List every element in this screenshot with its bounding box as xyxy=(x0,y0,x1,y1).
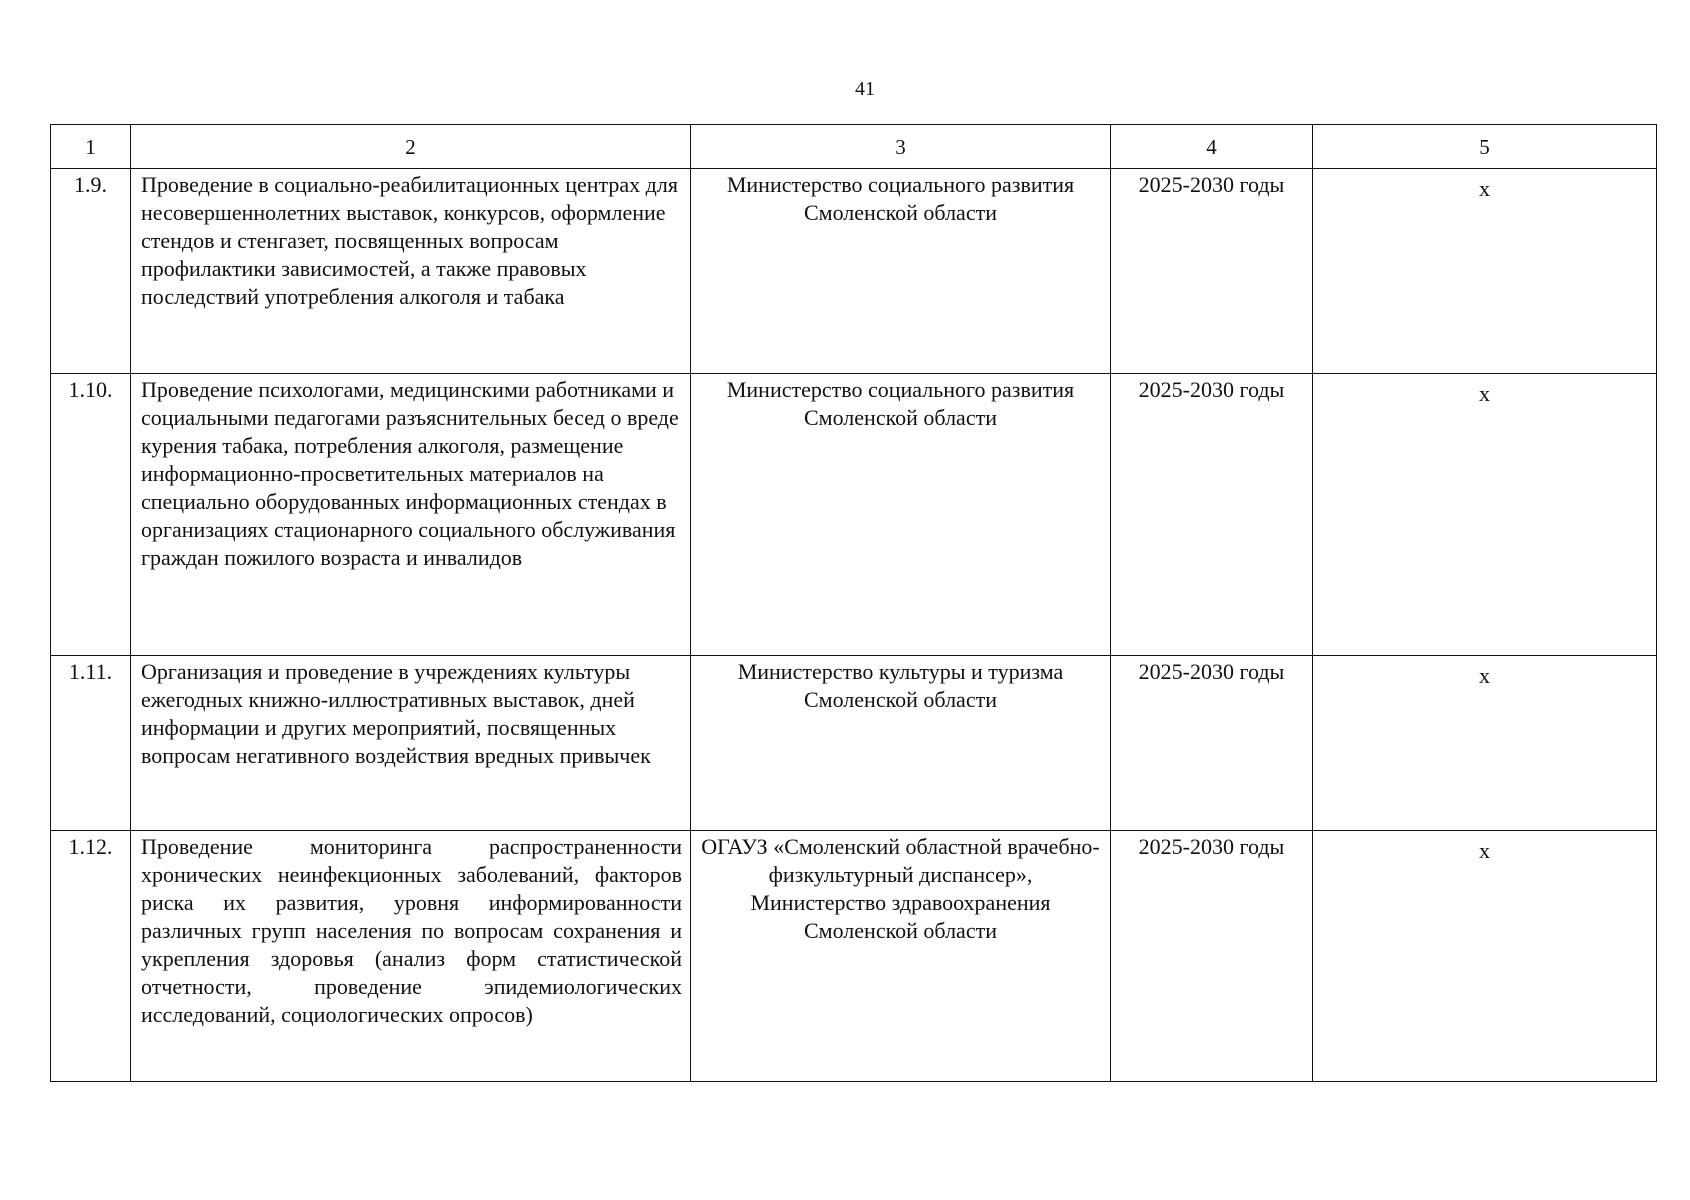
responsible-executor: ОГАУЗ «Смоленский областной врачебно-физкультурный диспансер», Министерство здравоохранения Смоленской области xyxy=(691,831,1111,1082)
measures-table xyxy=(50,124,1657,1082)
row-number: 1.11. xyxy=(51,656,131,831)
implementation-term: 2025-2030 годы xyxy=(1111,374,1313,656)
column-number-2: 2 xyxy=(131,125,691,169)
implementation-term: 2025-2030 годы xyxy=(1111,831,1313,1082)
financing-mark: х xyxy=(1313,831,1657,1082)
responsible-executor: Министерство социального развития Смоленской области xyxy=(691,374,1111,656)
measure-description: Проведение психологами, медицинскими работниками и социальными педагогами разъяснительных бесед о вреде курения табака, потребления алкоголя, размещение информационно-просветительных материалов на специально оборудованных информационных стендах в организациях стационарного социального обслуживания граждан пожилого возраста и инвалидов xyxy=(131,374,691,656)
column-number-5: 5 xyxy=(1313,125,1657,169)
column-number-4: 4 xyxy=(1111,125,1313,169)
financing-mark: х xyxy=(1313,169,1657,374)
column-number-1: 1 xyxy=(51,125,131,169)
financing-mark: х xyxy=(1313,374,1657,656)
row-number: 1.10. xyxy=(51,374,131,656)
measure-description: Проведение в социально-реабилитационных центрах для несовершеннолетних выставок, конкурсов, оформление стендов и стенгазет, посвященных вопросам профилактики зависимостей, а также правовых последствий употребления алкоголя и табака xyxy=(131,169,691,374)
implementation-term: 2025-2030 годы xyxy=(1111,656,1313,831)
column-number-3: 3 xyxy=(691,125,1111,169)
measure-description: Организация и проведение в учреждениях культуры ежегодных книжно-иллюстративных выставок, дней информации и других мероприятий, посвященных вопросам негативного воздействия вредных привычек xyxy=(131,656,691,831)
table-row xyxy=(51,831,1657,1082)
measure-description: Проведение мониторинга распространенности хронических неинфекционных заболеваний, факторов риска их развития, уровня информированности различных групп населения по вопросам сохранения и укрепления здоровья (анализ форм статистической отчетности, проведение эпидемиологических исследований, социологических опросов) xyxy=(131,831,691,1082)
implementation-term: 2025-2030 годы xyxy=(1111,169,1313,374)
column-number-row xyxy=(51,125,1657,169)
page-number: 41 xyxy=(855,78,875,100)
table-row xyxy=(51,169,1657,374)
row-number: 1.9. xyxy=(51,169,131,374)
financing-mark: х xyxy=(1313,656,1657,831)
responsible-executor: Министерство культуры и туризма Смоленской области xyxy=(691,656,1111,831)
table-row xyxy=(51,374,1657,656)
table-row xyxy=(51,656,1657,831)
responsible-executor: Министерство социального развития Смоленской области xyxy=(691,169,1111,374)
row-number: 1.12. xyxy=(51,831,131,1082)
